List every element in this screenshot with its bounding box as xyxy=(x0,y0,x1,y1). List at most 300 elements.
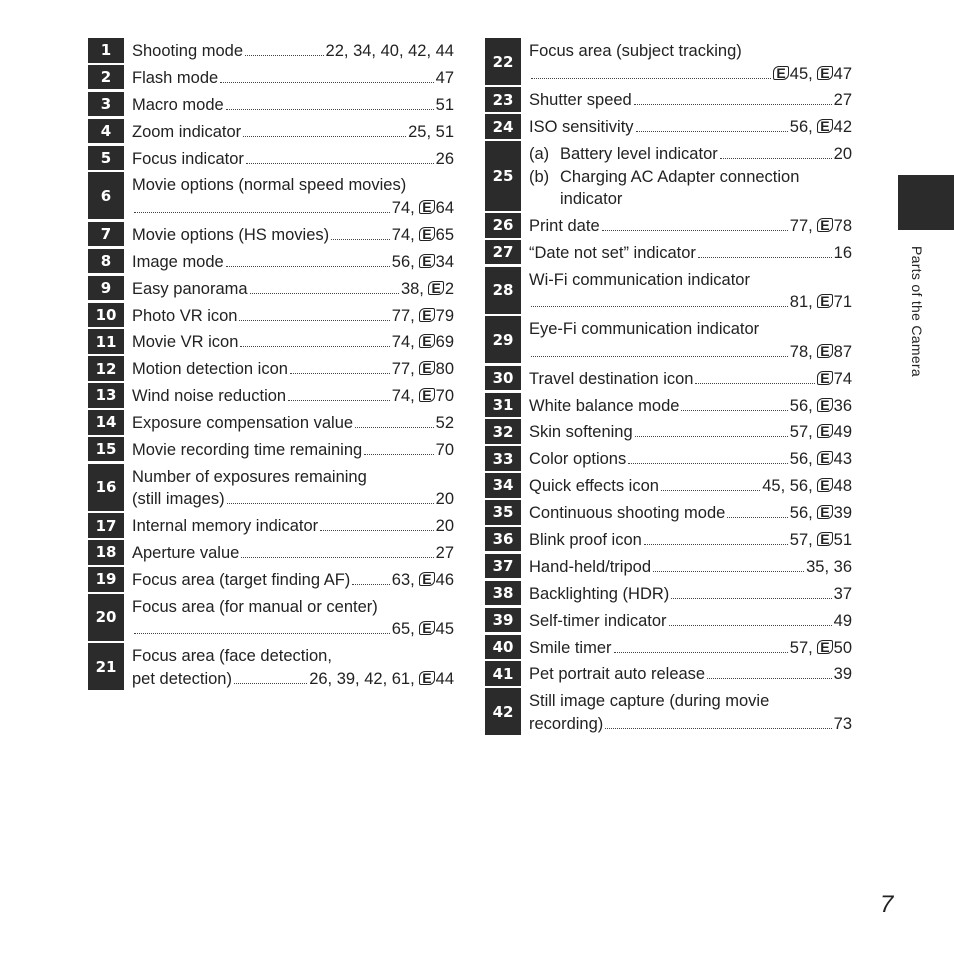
entry-content xyxy=(124,594,454,641)
page-numbers: 20 xyxy=(435,517,454,536)
reference-section-icon: E xyxy=(428,281,443,295)
dot-leader xyxy=(240,346,389,347)
entry-label: pet detection) xyxy=(132,669,232,688)
entry-label: Charging AC Adapter connection indicator xyxy=(560,167,800,209)
page-reference xyxy=(392,224,454,247)
entry-label: Aperture value xyxy=(132,544,240,563)
reference-section-icon: E xyxy=(817,478,832,492)
dot-leader xyxy=(634,104,832,105)
page-reference xyxy=(790,291,852,314)
page-reference xyxy=(817,368,852,391)
entry-content xyxy=(521,38,852,85)
entry-label: Hand-held/tripod xyxy=(529,557,651,576)
dot-leader xyxy=(241,557,433,558)
entry-label: Shooting mode xyxy=(132,42,243,60)
reference-page: 50 xyxy=(833,638,852,657)
entry-label: Macro mode xyxy=(132,95,224,114)
reference-section-icon: E xyxy=(817,424,832,438)
entry-line xyxy=(132,94,454,117)
reference-section-icon: E xyxy=(817,119,832,133)
entry-line xyxy=(529,690,852,713)
entry-line xyxy=(529,395,852,418)
entry-content xyxy=(521,661,852,686)
index-entry xyxy=(485,419,852,444)
page-numbers: 63, xyxy=(391,571,415,590)
entry-content xyxy=(124,567,454,592)
entry-number-badge: 13 xyxy=(88,383,124,408)
reference-section-icon: E xyxy=(419,388,434,402)
sub-entry-label: (b) xyxy=(529,167,550,186)
entry-label: Still image capture (during movie xyxy=(529,692,770,711)
page-numbers: 52 xyxy=(435,414,454,433)
entry-number-badge: 18 xyxy=(88,540,124,565)
page-numbers: 74, xyxy=(391,387,415,406)
entry-label: Pet portrait auto release xyxy=(529,665,706,684)
entry-content xyxy=(124,38,454,63)
dot-leader xyxy=(531,78,771,79)
entry-line xyxy=(132,197,454,220)
reference-page: 70 xyxy=(435,387,454,406)
page-numbers: 20 xyxy=(435,490,454,509)
sub-entry-label: (a) xyxy=(529,145,550,164)
index-entry xyxy=(485,38,852,85)
reference-page: 36 xyxy=(833,396,852,415)
entry-number-badge: 4 xyxy=(88,119,124,144)
page-numbers: 25, 51 xyxy=(408,122,454,141)
entry-line xyxy=(529,610,852,633)
entry-content xyxy=(521,213,852,238)
index-entry xyxy=(88,567,454,592)
dot-leader xyxy=(246,163,434,164)
entry-line xyxy=(529,421,852,444)
entry-line xyxy=(132,596,454,619)
page-numbers: 70 xyxy=(435,440,454,459)
page-reference xyxy=(436,67,454,90)
dot-leader xyxy=(531,306,788,307)
reference-section-icon: E xyxy=(419,621,434,635)
page-numbers: 77, xyxy=(789,217,813,236)
entry-label: Focus area (target finding AF) xyxy=(132,571,351,590)
reference-page: 49 xyxy=(833,423,852,442)
page-numbers: 73 xyxy=(833,714,852,733)
entry-number-badge: 8 xyxy=(88,249,124,274)
index-entry xyxy=(485,141,852,211)
reference-section-icon: E xyxy=(419,671,434,685)
entry-label: Number of exposures remaining xyxy=(132,467,367,486)
entry-line xyxy=(132,305,454,328)
entry-label: Focus indicator xyxy=(132,149,244,168)
entry-label: Wind noise reduction xyxy=(132,387,287,406)
index-entry xyxy=(485,473,852,498)
page-numbers: 56, xyxy=(789,504,813,523)
reference-page: 51 xyxy=(833,530,852,549)
entry-label: Self-timer indicator xyxy=(529,611,667,630)
dot-leader xyxy=(239,320,389,321)
entry-label: Continuous shooting mode xyxy=(529,504,726,523)
page-numbers: 35, 36 xyxy=(806,557,852,576)
reference-page: 74 xyxy=(833,369,852,388)
entry-label: Focus area (face detection, xyxy=(132,647,332,666)
entry-content xyxy=(124,383,454,408)
reference-section-icon: E xyxy=(419,227,434,241)
index-entry xyxy=(485,527,852,552)
entry-content xyxy=(521,688,852,735)
index-entry xyxy=(485,500,852,525)
entry-label: Battery level indicator xyxy=(560,145,718,164)
dot-leader xyxy=(661,490,760,491)
index-column-left xyxy=(88,38,454,693)
entry-line xyxy=(132,515,454,538)
index-entry xyxy=(485,114,852,139)
page-reference xyxy=(392,358,454,381)
index-entry xyxy=(88,38,454,63)
entry-number-badge: 1 xyxy=(88,38,124,63)
reference-page: 45 xyxy=(435,620,454,639)
page-number: 7 xyxy=(880,891,894,918)
entry-content xyxy=(124,540,454,565)
reference-section-icon: E xyxy=(419,254,434,268)
page-reference xyxy=(806,556,852,579)
entry-content xyxy=(124,410,454,435)
page-reference xyxy=(762,475,852,498)
index-entry xyxy=(88,329,454,354)
entry-label: (still images) xyxy=(132,490,225,509)
dot-leader xyxy=(250,293,399,294)
entry-content xyxy=(521,581,852,606)
page-reference xyxy=(408,121,454,144)
page-numbers: 38, xyxy=(400,279,424,298)
entry-label: Exposure compensation value xyxy=(132,414,354,433)
entry-label: Flash mode xyxy=(132,68,219,87)
reference-section-icon: E xyxy=(817,451,832,465)
page-numbers: 74, xyxy=(391,225,415,244)
entry-label: Shutter speed xyxy=(529,91,632,110)
entry-line xyxy=(529,368,852,391)
page-numbers: 26, 39, 42, 61, xyxy=(309,669,415,688)
dot-leader xyxy=(720,158,832,159)
entry-line xyxy=(529,318,852,341)
entry-number-badge: 11 xyxy=(88,329,124,354)
dot-leader xyxy=(245,55,324,56)
page-numbers: 45, 56, xyxy=(762,477,813,496)
index-entry xyxy=(88,146,454,171)
entry-label: Zoom indicator xyxy=(132,122,242,141)
section-tab-marker xyxy=(898,175,954,230)
page-numbers: 16 xyxy=(833,243,852,262)
entry-line xyxy=(132,569,454,592)
index-entry xyxy=(88,410,454,435)
reference-page: 80 xyxy=(435,360,454,379)
reference-page: 78 xyxy=(833,217,852,236)
entry-number-badge: 31 xyxy=(485,393,521,418)
index-entry xyxy=(485,446,852,471)
entry-line xyxy=(132,645,454,668)
entry-label: “Date not set” indicator xyxy=(529,243,696,262)
entry-number-badge: 19 xyxy=(88,567,124,592)
dot-leader xyxy=(364,454,433,455)
index-entry xyxy=(88,65,454,90)
page-reference xyxy=(834,583,852,606)
entry-line xyxy=(132,67,454,90)
page-reference xyxy=(834,610,852,633)
reference-page: 65 xyxy=(435,225,454,244)
dot-leader xyxy=(320,530,433,531)
reference-page: 48 xyxy=(833,477,852,496)
page-numbers: 57, xyxy=(789,423,813,442)
entry-line xyxy=(529,637,852,660)
page-numbers: 22, 34, 40, 42, 44 xyxy=(325,42,454,60)
page-numbers: 57, xyxy=(789,638,813,657)
entry-number-badge: 37 xyxy=(485,554,521,579)
entry-label: Focus area (for manual or center) xyxy=(132,597,378,616)
index-entry xyxy=(485,608,852,633)
page-reference xyxy=(401,278,454,301)
entry-line xyxy=(132,385,454,408)
index-entry xyxy=(88,276,454,301)
dot-leader xyxy=(605,728,831,729)
entry-number-badge: 15 xyxy=(88,437,124,462)
entry-content xyxy=(124,356,454,381)
dot-leader xyxy=(695,383,815,384)
entry-line xyxy=(529,269,852,292)
dot-leader xyxy=(288,400,390,401)
page-numbers: 56, xyxy=(789,396,813,415)
entry-label: Movie VR icon xyxy=(132,333,239,352)
entry-label: Motion detection icon xyxy=(132,360,288,379)
page-reference xyxy=(790,421,852,444)
section-side-label: Parts of the Camera xyxy=(909,246,925,377)
page-reference xyxy=(392,331,454,354)
index-entry xyxy=(88,119,454,144)
dot-leader xyxy=(331,239,390,240)
page-numbers: 49 xyxy=(833,611,852,630)
page-reference xyxy=(790,448,852,471)
reference-section-icon: E xyxy=(817,66,832,80)
page-reference xyxy=(834,242,852,265)
dot-leader xyxy=(653,571,804,572)
entry-label: Focus area (subject tracking) xyxy=(529,42,742,60)
entry-content xyxy=(521,141,852,211)
entry-content xyxy=(124,464,454,511)
entry-number-badge: 35 xyxy=(485,500,521,525)
dot-leader xyxy=(226,109,434,110)
page-reference xyxy=(790,215,852,238)
entry-label: Smile timer xyxy=(529,638,612,657)
reference-section-icon: E xyxy=(817,532,832,546)
reference-page: 64 xyxy=(435,198,454,217)
entry-label: Travel destination icon xyxy=(529,369,694,388)
dot-leader xyxy=(134,212,390,213)
page-reference xyxy=(392,305,454,328)
reference-section-icon: E xyxy=(817,371,832,385)
entry-number-badge: 2 xyxy=(88,65,124,90)
entry-number-badge: 30 xyxy=(485,366,521,391)
index-entry xyxy=(485,393,852,418)
index-entry xyxy=(485,267,852,314)
reference-section-icon: E xyxy=(419,361,434,375)
dot-leader xyxy=(635,436,788,437)
entry-number-badge: 36 xyxy=(485,527,521,552)
page-reference xyxy=(436,488,454,511)
index-entry xyxy=(88,383,454,408)
entry-line xyxy=(529,713,852,736)
entry-line xyxy=(132,251,454,274)
index-entry xyxy=(485,581,852,606)
entry-number-badge: 29 xyxy=(485,316,521,363)
index-entry xyxy=(88,303,454,328)
index-entry xyxy=(485,366,852,391)
entry-number-badge: 25 xyxy=(485,141,521,211)
index-entry xyxy=(485,240,852,265)
entry-number-badge: 7 xyxy=(88,222,124,247)
reference-page: 39 xyxy=(833,504,852,523)
dot-leader xyxy=(707,678,832,679)
entry-number-badge: 26 xyxy=(485,213,521,238)
index-entry xyxy=(88,594,454,641)
reference-section-icon: E xyxy=(419,572,434,586)
dot-leader xyxy=(352,584,389,585)
entry-number-badge: 20 xyxy=(88,594,124,641)
dot-leader xyxy=(220,82,433,83)
dot-leader xyxy=(227,503,434,504)
entry-line xyxy=(529,502,852,525)
dot-leader xyxy=(226,266,390,267)
entry-number-badge: 27 xyxy=(485,240,521,265)
page-reference xyxy=(436,94,454,117)
page-numbers: 57, xyxy=(789,530,813,549)
page-reference xyxy=(834,143,852,166)
page-reference xyxy=(790,341,852,364)
reference-page: 79 xyxy=(435,306,454,325)
entry-line xyxy=(529,215,852,238)
entry-content xyxy=(124,437,454,462)
reference-page: 2 xyxy=(444,279,454,298)
dot-leader xyxy=(134,633,390,634)
entry-line xyxy=(132,358,454,381)
reference-section-icon: E xyxy=(817,398,832,412)
entry-number-badge: 28 xyxy=(485,267,521,314)
entry-line xyxy=(529,556,852,579)
entry-number-badge: 16 xyxy=(88,464,124,511)
entry-number-badge: 34 xyxy=(485,473,521,498)
entry-label: Skin softening xyxy=(529,423,633,442)
reference-page: 71 xyxy=(833,293,852,312)
entry-label: Movie options (HS movies) xyxy=(132,225,330,244)
index-entry xyxy=(485,87,852,112)
entry-number-badge: 42 xyxy=(485,688,521,735)
reference-section-icon: E xyxy=(419,308,434,322)
entry-line xyxy=(529,663,852,686)
entry-number-badge: 14 xyxy=(88,410,124,435)
index-entry xyxy=(88,464,454,511)
page-reference xyxy=(790,529,852,552)
page-numbers: 77, xyxy=(391,306,415,325)
index-entry xyxy=(88,222,454,247)
index-entry xyxy=(485,635,852,660)
dot-leader xyxy=(234,683,307,684)
entry-number-badge: 33 xyxy=(485,446,521,471)
entry-line xyxy=(132,439,454,462)
reference-page: 47 xyxy=(833,64,852,83)
entry-line xyxy=(132,542,454,565)
page-reference xyxy=(834,713,852,736)
index-entry xyxy=(88,540,454,565)
dot-leader xyxy=(644,544,788,545)
entry-line xyxy=(529,529,852,552)
page-numbers: 65, xyxy=(391,620,415,639)
entry-content xyxy=(521,393,852,418)
entry-number-badge: 23 xyxy=(485,87,521,112)
entry-content xyxy=(521,554,852,579)
dot-leader xyxy=(243,136,406,137)
dot-leader xyxy=(681,410,787,411)
entry-label: recording) xyxy=(529,714,604,733)
entry-content xyxy=(521,500,852,525)
page-reference xyxy=(392,197,454,220)
page-numbers: 78, xyxy=(789,342,813,361)
entry-line xyxy=(132,224,454,247)
entry-line xyxy=(132,174,454,197)
entry-line xyxy=(529,291,852,314)
page-reference xyxy=(790,116,852,139)
page-numbers: 56, xyxy=(391,252,415,271)
reference-page: 42 xyxy=(833,118,852,137)
entry-content xyxy=(521,267,852,314)
reference-section-icon: E xyxy=(817,505,832,519)
entry-content xyxy=(124,329,454,354)
entry-line xyxy=(132,148,454,171)
page-reference xyxy=(790,637,852,660)
page-numbers: 26 xyxy=(435,149,454,168)
dot-leader xyxy=(290,373,390,374)
entry-line xyxy=(132,488,454,511)
entry-line xyxy=(132,618,454,641)
reference-section-icon: E xyxy=(817,640,832,654)
index-entry xyxy=(485,213,852,238)
reference-section-icon: E xyxy=(419,334,434,348)
entry-number-badge: 40 xyxy=(485,635,521,660)
entry-label: Blink proof icon xyxy=(529,530,642,549)
entry-line xyxy=(132,331,454,354)
page-reference xyxy=(326,40,454,63)
entry-line xyxy=(132,466,454,489)
page-reference xyxy=(392,569,454,592)
page-reference xyxy=(834,89,852,112)
reference-page: 46 xyxy=(435,571,454,590)
entry-label: Movie recording time remaining xyxy=(132,440,363,459)
entry-number-badge: 41 xyxy=(485,661,521,686)
page-reference xyxy=(436,439,454,462)
dot-leader xyxy=(698,257,832,258)
page-numbers: 37 xyxy=(833,584,852,603)
index-entry xyxy=(88,437,454,462)
entry-number-badge: 9 xyxy=(88,276,124,301)
index-entry xyxy=(485,316,852,363)
dot-leader xyxy=(355,427,434,428)
dot-leader xyxy=(727,517,787,518)
index-entry xyxy=(88,172,454,219)
entry-label: White balance mode xyxy=(529,396,680,415)
reference-page: 44 xyxy=(435,669,454,688)
page-reference xyxy=(790,502,852,525)
entry-content xyxy=(124,172,454,219)
entry-content xyxy=(124,249,454,274)
entry-content xyxy=(521,608,852,633)
reference-page: 69 xyxy=(435,333,454,352)
entry-line xyxy=(529,116,852,139)
page-numbers: 27 xyxy=(833,91,852,110)
index-entry xyxy=(485,554,852,579)
